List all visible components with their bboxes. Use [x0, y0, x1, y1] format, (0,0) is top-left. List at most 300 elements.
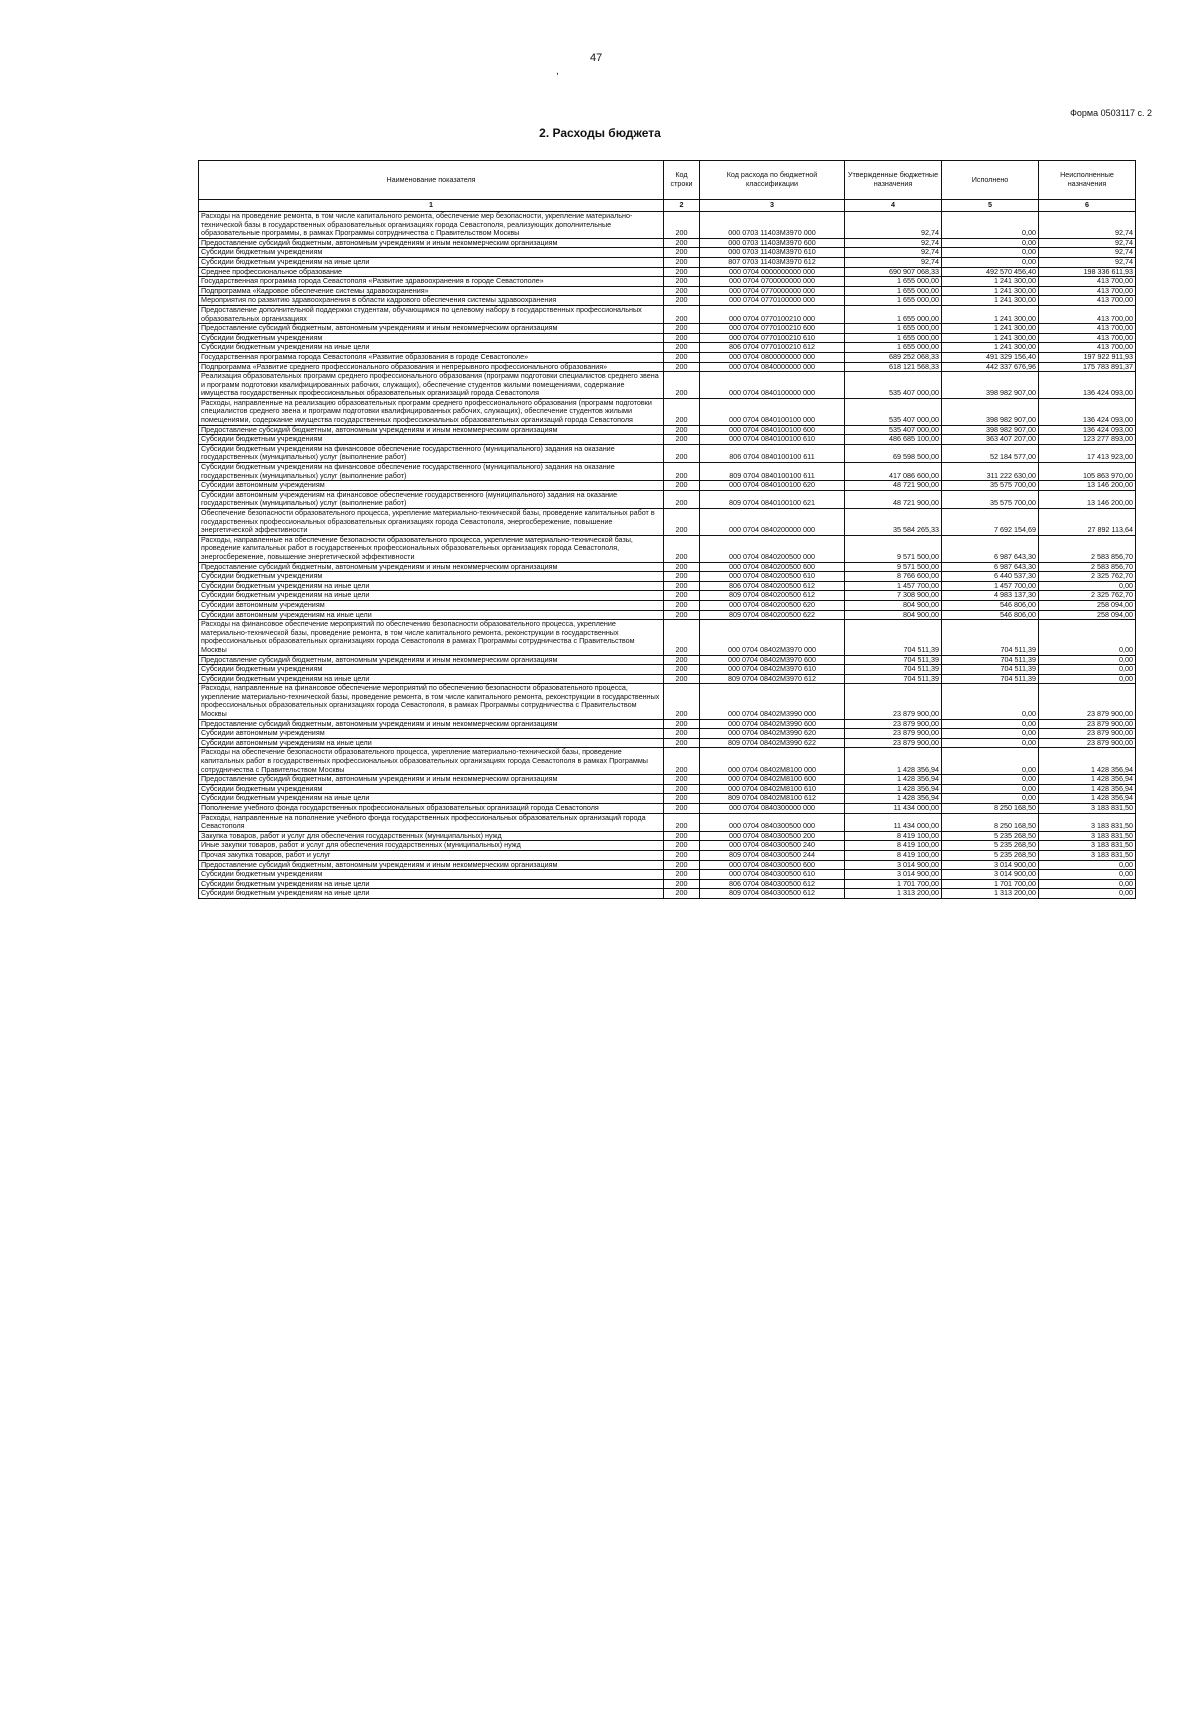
approved-amount-cell: 535 407 000,00 [845, 372, 942, 399]
approved-amount-cell: 804 900,00 [845, 610, 942, 620]
row-name-cell: Субсидии автономным учреждениям [199, 600, 664, 610]
row-code-cell: 200 [664, 572, 700, 582]
approved-amount-cell: 23 879 900,00 [845, 729, 942, 739]
approved-amount-cell: 92,74 [845, 238, 942, 248]
expense-code-cell: 000 0704 0000000000 000 [700, 267, 845, 277]
report-title: 2. Расходы бюджета [539, 126, 661, 140]
row-code-cell: 200 [664, 238, 700, 248]
row-code-cell: 200 [664, 509, 700, 536]
approved-amount-cell: 690 907 068,33 [845, 267, 942, 277]
executed-amount-cell: 3 014 900,00 [942, 860, 1039, 870]
row-name-cell: Подпрограмма «Развитие среднего профессионального образования и непрерывного профессионального образования» [199, 362, 664, 372]
approved-amount-cell: 1 655 000,00 [845, 333, 942, 343]
approved-amount-cell: 704 511,39 [845, 665, 942, 675]
unexecuted-amount-cell: 23 879 900,00 [1039, 719, 1136, 729]
approved-amount-cell: 1 457 700,00 [845, 581, 942, 591]
executed-amount-cell: 0,00 [942, 248, 1039, 258]
executed-amount-cell: 1 241 300,00 [942, 324, 1039, 334]
executed-amount-cell: 704 511,39 [942, 665, 1039, 675]
approved-amount-cell: 9 571 500,00 [845, 535, 942, 562]
table-row [199, 804, 1136, 814]
table-row [199, 277, 1136, 287]
row-name-cell: Реализация образовательных программ среднего профессионального образования (программ подготовки специалистов среднего звена и программ подготовки квалифицированных рабочих, служащих), обеспечение студентов жилыми помещениями, содержание имущества государственных профессиональных образовательных организаций города Севастополя [199, 372, 664, 399]
form-reference: Форма 0503117 с. 2 [1070, 108, 1152, 118]
row-code-cell: 200 [664, 719, 700, 729]
approved-amount-cell: 1 655 000,00 [845, 286, 942, 296]
expense-code-cell: 000 0704 0770100000 000 [700, 296, 845, 306]
row-code-cell: 200 [664, 879, 700, 889]
row-name-cell: Субсидии бюджетным учреждениям на иные цели [199, 581, 664, 591]
executed-amount-cell: 398 982 907,00 [942, 372, 1039, 399]
unexecuted-amount-cell: 0,00 [1039, 581, 1136, 591]
row-code-cell: 200 [664, 481, 700, 491]
table-row [199, 535, 1136, 562]
row-name-cell: Предоставление субсидий бюджетным, автономным учреждениям и иным некоммерческим организациям [199, 324, 664, 334]
table-row [199, 870, 1136, 880]
executed-amount-cell: 5 235 268,50 [942, 831, 1039, 841]
executed-amount-cell: 35 575 700,00 [942, 490, 1039, 508]
table-row [199, 794, 1136, 804]
unexecuted-amount-cell: 413 700,00 [1039, 286, 1136, 296]
approved-amount-cell: 9 571 500,00 [845, 562, 942, 572]
unexecuted-amount-cell: 0,00 [1039, 870, 1136, 880]
executed-amount-cell: 704 511,39 [942, 620, 1039, 655]
table-row [199, 425, 1136, 435]
expense-code-cell: 000 0704 0840200500 610 [700, 572, 845, 582]
unexecuted-amount-cell: 23 879 900,00 [1039, 729, 1136, 739]
row-code-cell: 200 [664, 860, 700, 870]
row-code-cell: 200 [664, 784, 700, 794]
table-row [199, 362, 1136, 372]
approved-amount-cell: 23 879 900,00 [845, 738, 942, 748]
table-row [199, 296, 1136, 306]
expense-code-cell: 000 0704 08402М3990 600 [700, 719, 845, 729]
executed-amount-cell: 0,00 [942, 738, 1039, 748]
unexecuted-amount-cell: 0,00 [1039, 620, 1136, 655]
expense-code-cell: 809 0704 0840200500 622 [700, 610, 845, 620]
executed-amount-cell: 704 511,39 [942, 655, 1039, 665]
table-row [199, 784, 1136, 794]
approved-amount-cell: 1 655 000,00 [845, 305, 942, 323]
expense-code-cell: 000 0704 0770100210 610 [700, 333, 845, 343]
approved-amount-cell: 1 428 356,94 [845, 748, 942, 775]
table-row [199, 813, 1136, 831]
unexecuted-amount-cell: 197 922 911,93 [1039, 352, 1136, 362]
approved-amount-cell: 704 511,39 [845, 655, 942, 665]
row-code-cell: 200 [664, 610, 700, 620]
table-row [199, 324, 1136, 334]
row-name-cell: Государственная программа города Севастополя «Развитие образования в городе Севастополе» [199, 352, 664, 362]
table-row [199, 775, 1136, 785]
row-code-cell: 200 [664, 831, 700, 841]
executed-amount-cell: 1 241 300,00 [942, 305, 1039, 323]
approved-amount-cell: 1 655 000,00 [845, 277, 942, 287]
expense-code-cell: 000 0704 0840200000 000 [700, 509, 845, 536]
table-row [199, 333, 1136, 343]
row-name-cell: Подпрограмма «Кадровое обеспечение системы здравоохранения» [199, 286, 664, 296]
unexecuted-amount-cell: 258 094,00 [1039, 600, 1136, 610]
row-code-cell: 200 [664, 775, 700, 785]
executed-amount-cell: 1 241 300,00 [942, 296, 1039, 306]
executed-amount-cell: 8 250 168,50 [942, 804, 1039, 814]
executed-amount-cell: 0,00 [942, 238, 1039, 248]
header-expense-code: Код расхода по бюджетной классификации [700, 161, 845, 200]
approved-amount-cell: 704 511,39 [845, 620, 942, 655]
table-row [199, 398, 1136, 425]
row-code-cell: 200 [664, 305, 700, 323]
expense-code-cell: 806 0704 0840200500 612 [700, 581, 845, 591]
executed-amount-cell: 6 987 643,30 [942, 535, 1039, 562]
executed-amount-cell: 6 440 537,30 [942, 572, 1039, 582]
row-code-cell: 200 [664, 372, 700, 399]
unexecuted-amount-cell: 3 183 831,50 [1039, 850, 1136, 860]
unexecuted-amount-cell: 23 879 900,00 [1039, 684, 1136, 719]
row-code-cell: 200 [664, 841, 700, 851]
row-name-cell: Субсидии бюджетным учреждениям на иные цели [199, 794, 664, 804]
approved-amount-cell: 1 655 000,00 [845, 324, 942, 334]
row-name-cell: Среднее профессиональное образование [199, 267, 664, 277]
expense-code-cell: 000 0704 08402М8100 600 [700, 775, 845, 785]
column-number: 2 [664, 200, 700, 212]
expense-code-cell: 000 0704 0770000000 000 [700, 286, 845, 296]
expense-code-cell: 000 0704 0840200500 600 [700, 562, 845, 572]
row-name-cell: Государственная программа города Севастополя «Развитие здравоохранения в городе Севастополе» [199, 277, 664, 287]
expense-code-cell: 000 0703 11403М3970 610 [700, 248, 845, 258]
row-code-cell: 200 [664, 398, 700, 425]
row-name-cell: Субсидии бюджетным учреждениям на иные цели [199, 889, 664, 899]
unexecuted-amount-cell: 2 325 762,70 [1039, 591, 1136, 601]
approved-amount-cell: 1 428 356,94 [845, 784, 942, 794]
expense-code-cell: 809 0704 0840100100 611 [700, 463, 845, 481]
expense-code-cell: 000 0704 08402М3970 610 [700, 665, 845, 675]
executed-amount-cell: 0,00 [942, 257, 1039, 267]
page-number: 47 [590, 52, 603, 64]
expense-code-cell: 000 0704 08402М3990 000 [700, 684, 845, 719]
table-row [199, 889, 1136, 899]
column-number: 3 [700, 200, 845, 212]
approved-amount-cell: 48 721 900,00 [845, 481, 942, 491]
unexecuted-amount-cell: 258 094,00 [1039, 610, 1136, 620]
executed-amount-cell: 1 241 300,00 [942, 277, 1039, 287]
table-row [199, 562, 1136, 572]
approved-amount-cell: 69 598 500,00 [845, 444, 942, 462]
row-name-cell: Субсидии бюджетным учреждениям на финансовое обеспечение государственного (муниципального) задания на оказание государственных (муниципальных) услуг (выполнение работ) [199, 463, 664, 481]
row-code-cell: 200 [664, 296, 700, 306]
approved-amount-cell: 535 407 000,00 [845, 398, 942, 425]
approved-amount-cell: 535 407 000,00 [845, 425, 942, 435]
executed-amount-cell: 442 337 676,96 [942, 362, 1039, 372]
executed-amount-cell: 492 570 456,40 [942, 267, 1039, 277]
table-row [199, 286, 1136, 296]
expense-code-cell: 000 0704 0840100000 000 [700, 372, 845, 399]
row-code-cell: 200 [664, 665, 700, 675]
table-row [199, 831, 1136, 841]
row-code-cell: 200 [664, 738, 700, 748]
expense-code-cell: 000 0704 0770100210 600 [700, 324, 845, 334]
row-name-cell: Субсидии бюджетным учреждениям на иные цели [199, 591, 664, 601]
approved-amount-cell: 92,74 [845, 212, 942, 239]
unexecuted-amount-cell: 3 183 831,50 [1039, 813, 1136, 831]
approved-amount-cell: 1 428 356,94 [845, 794, 942, 804]
row-name-cell: Предоставление субсидий бюджетным, автономным учреждениям и иным некоммерческим организациям [199, 775, 664, 785]
table-header-row [199, 161, 1136, 200]
approved-amount-cell: 804 900,00 [845, 600, 942, 610]
approved-amount-cell: 92,74 [845, 248, 942, 258]
executed-amount-cell: 1 701 700,00 [942, 879, 1039, 889]
table-row [199, 257, 1136, 267]
table-body [199, 212, 1136, 899]
expense-code-cell: 000 0704 0770100210 000 [700, 305, 845, 323]
expense-code-cell: 000 0704 0840200500 620 [700, 600, 845, 610]
row-code-cell: 200 [664, 248, 700, 258]
executed-amount-cell: 1 313 200,00 [942, 889, 1039, 899]
expense-code-cell: 000 0704 0840300500 240 [700, 841, 845, 851]
table-row [199, 305, 1136, 323]
row-code-cell: 200 [664, 267, 700, 277]
expense-code-cell: 000 0704 0840300500 600 [700, 860, 845, 870]
unexecuted-amount-cell: 27 892 113,64 [1039, 509, 1136, 536]
unexecuted-amount-cell: 0,00 [1039, 655, 1136, 665]
header-executed: Исполнено [942, 161, 1039, 200]
row-name-cell: Субсидии бюджетным учреждениям [199, 784, 664, 794]
row-code-cell: 200 [664, 212, 700, 239]
table-row [199, 509, 1136, 536]
executed-amount-cell: 35 575 700,00 [942, 481, 1039, 491]
table-row [199, 729, 1136, 739]
approved-amount-cell: 1 655 000,00 [845, 296, 942, 306]
executed-amount-cell: 363 407 207,00 [942, 435, 1039, 445]
row-code-cell: 200 [664, 684, 700, 719]
approved-amount-cell: 1 428 356,94 [845, 775, 942, 785]
row-code-cell: 200 [664, 425, 700, 435]
unexecuted-amount-cell: 92,74 [1039, 212, 1136, 239]
executed-amount-cell: 6 987 643,30 [942, 562, 1039, 572]
table-row [199, 352, 1136, 362]
expense-code-cell: 809 0704 08402М3970 612 [700, 674, 845, 684]
unexecuted-amount-cell: 136 424 093,00 [1039, 425, 1136, 435]
row-code-cell: 200 [664, 362, 700, 372]
approved-amount-cell: 3 014 900,00 [845, 870, 942, 880]
row-code-cell: 200 [664, 343, 700, 353]
executed-amount-cell: 7 692 154,69 [942, 509, 1039, 536]
unexecuted-amount-cell: 3 183 831,50 [1039, 804, 1136, 814]
executed-amount-cell: 546 806,00 [942, 600, 1039, 610]
row-name-cell: Субсидии бюджетным учреждениям [199, 248, 664, 258]
row-code-cell: 200 [664, 794, 700, 804]
row-name-cell: Субсидии бюджетным учреждениям [199, 333, 664, 343]
column-number: 4 [845, 200, 942, 212]
approved-amount-cell: 8 419 100,00 [845, 850, 942, 860]
row-code-cell: 200 [664, 535, 700, 562]
approved-amount-cell: 8 419 100,00 [845, 831, 942, 841]
row-code-cell: 200 [664, 591, 700, 601]
executed-amount-cell: 0,00 [942, 684, 1039, 719]
unexecuted-amount-cell: 17 413 923,00 [1039, 444, 1136, 462]
row-name-cell: Предоставление субсидий бюджетным, автономным учреждениям и иным некоммерческим организациям [199, 655, 664, 665]
unexecuted-amount-cell: 413 700,00 [1039, 277, 1136, 287]
row-code-cell: 200 [664, 490, 700, 508]
expense-code-cell: 000 0704 08402М8100 610 [700, 784, 845, 794]
unexecuted-amount-cell: 0,00 [1039, 879, 1136, 889]
table-row [199, 490, 1136, 508]
unexecuted-amount-cell: 92,74 [1039, 248, 1136, 258]
row-code-cell: 200 [664, 333, 700, 343]
executed-amount-cell: 704 511,39 [942, 674, 1039, 684]
column-number: 1 [199, 200, 664, 212]
expenses-table-container [198, 160, 1136, 899]
table-row [199, 850, 1136, 860]
expense-code-cell: 809 0704 08402М3990 622 [700, 738, 845, 748]
unexecuted-amount-cell: 92,74 [1039, 257, 1136, 267]
executed-amount-cell: 4 983 137,30 [942, 591, 1039, 601]
row-code-cell: 200 [664, 581, 700, 591]
table-row [199, 665, 1136, 675]
header-name: Наименование показателя [199, 161, 664, 200]
row-name-cell: Субсидии бюджетным учреждениям на иные цели [199, 674, 664, 684]
table-row [199, 655, 1136, 665]
approved-amount-cell: 23 879 900,00 [845, 684, 942, 719]
row-code-cell: 200 [664, 562, 700, 572]
expense-code-cell: 809 0704 08402М8100 612 [700, 794, 845, 804]
unexecuted-amount-cell: 1 428 356,94 [1039, 784, 1136, 794]
expenses-table [198, 160, 1136, 899]
header-approved: Утвержденные бюджетные назначения [845, 161, 942, 200]
table-row [199, 600, 1136, 610]
row-name-cell: Расходы, направленные на обеспечение безопасности образовательного процесса, укрепление материально-технической базы, проведение капитальных работ в государственных профессиональных образовательных организациях города Севастополя, энергосбережение, повышение энергетической эффективности [199, 535, 664, 562]
approved-amount-cell: 35 584 265,33 [845, 509, 942, 536]
row-code-cell: 200 [664, 277, 700, 287]
table-row [199, 435, 1136, 445]
executed-amount-cell: 1 241 300,00 [942, 343, 1039, 353]
executed-amount-cell: 1 457 700,00 [942, 581, 1039, 591]
unexecuted-amount-cell: 13 146 200,00 [1039, 490, 1136, 508]
table-row [199, 591, 1136, 601]
row-name-cell: Расходы, направленные на реализацию образовательных программ среднего профессионального образования (программ подготовки специалистов среднего звена и программ подготовки квалифицированных рабочих, служащих), обеспечение студентов жилыми помещениями, содержание имущества государственных профессиональных образовательных организаций города Севастополя [199, 398, 664, 425]
column-number: 6 [1039, 200, 1136, 212]
approved-amount-cell: 48 721 900,00 [845, 490, 942, 508]
table-row [199, 738, 1136, 748]
row-name-cell: Расходы на финансовое обеспечение мероприятий по обеспечению безопасности образовательного процесса, укрепление материально-технической базы, проведение ремонта, в том числе капитального ремонта, реконструкции в государственных профессиональных образовательных организациях города Севастополя в рамках Программы сотрудничества с Правительством Москвы [199, 620, 664, 655]
expense-code-cell: 000 0704 0840100100 620 [700, 481, 845, 491]
executed-amount-cell: 491 329 156,40 [942, 352, 1039, 362]
expense-code-cell: 000 0704 08402М8100 000 [700, 748, 845, 775]
row-code-cell: 200 [664, 870, 700, 880]
row-code-cell: 200 [664, 813, 700, 831]
row-name-cell: Субсидии бюджетным учреждениям [199, 665, 664, 675]
approved-amount-cell: 1 701 700,00 [845, 879, 942, 889]
row-code-cell: 200 [664, 620, 700, 655]
row-code-cell: 200 [664, 674, 700, 684]
executed-amount-cell: 1 241 300,00 [942, 333, 1039, 343]
expense-code-cell: 000 0704 08402М3990 620 [700, 729, 845, 739]
table-row [199, 674, 1136, 684]
row-name-cell: Предоставление субсидий бюджетным, автономным учреждениям и иным некоммерческим организациям [199, 238, 664, 248]
approved-amount-cell: 92,74 [845, 257, 942, 267]
executed-amount-cell: 5 235 268,50 [942, 850, 1039, 860]
unexecuted-amount-cell: 105 863 970,00 [1039, 463, 1136, 481]
unexecuted-amount-cell: 136 424 093,00 [1039, 398, 1136, 425]
row-name-cell: Субсидии автономным учреждениям [199, 481, 664, 491]
table-row [199, 841, 1136, 851]
row-name-cell: Иные закупки товаров, работ и услуг для обеспечения государственных (муниципальных) нужд [199, 841, 664, 851]
expense-code-cell: 000 0704 0840300500 610 [700, 870, 845, 880]
expense-code-cell: 000 0704 0840100100 600 [700, 425, 845, 435]
row-name-cell: Субсидии автономным учреждениям [199, 729, 664, 739]
table-row [199, 748, 1136, 775]
unexecuted-amount-cell: 3 183 831,50 [1039, 831, 1136, 841]
unexecuted-amount-cell: 0,00 [1039, 860, 1136, 870]
approved-amount-cell: 8 766 600,00 [845, 572, 942, 582]
executed-amount-cell: 0,00 [942, 794, 1039, 804]
table-row [199, 620, 1136, 655]
row-name-cell: Расходы, направленные на пополнение учебного фонда государственных профессиональных образовательных организаций города Севастополя [199, 813, 664, 831]
header-row-code: Код строки [664, 161, 700, 200]
unexecuted-amount-cell: 2 583 856,70 [1039, 562, 1136, 572]
approved-amount-cell: 1 655 000,00 [845, 343, 942, 353]
row-code-cell: 200 [664, 600, 700, 610]
row-code-cell: 200 [664, 655, 700, 665]
executed-amount-cell: 0,00 [942, 748, 1039, 775]
unexecuted-amount-cell: 23 879 900,00 [1039, 738, 1136, 748]
approved-amount-cell: 8 419 100,00 [845, 841, 942, 851]
row-name-cell: Субсидии автономным учреждениям на иные цели [199, 738, 664, 748]
row-name-cell: Субсидии автономным учреждениям на иные цели [199, 610, 664, 620]
unexecuted-amount-cell: 123 277 893,00 [1039, 435, 1136, 445]
table-row [199, 212, 1136, 239]
expense-code-cell: 806 0704 0840300500 612 [700, 879, 845, 889]
approved-amount-cell: 486 685 100,00 [845, 435, 942, 445]
table-row [199, 572, 1136, 582]
expense-code-cell: 000 0704 08402М3970 000 [700, 620, 845, 655]
expense-code-cell: 809 0704 0840200500 612 [700, 591, 845, 601]
executed-amount-cell: 311 222 630,00 [942, 463, 1039, 481]
expense-code-cell: 809 0704 0840300500 244 [700, 850, 845, 860]
row-code-cell: 200 [664, 352, 700, 362]
row-name-cell: Закупка товаров, работ и услуг для обеспечения государственных (муниципальных) нужд [199, 831, 664, 841]
executed-amount-cell: 1 241 300,00 [942, 286, 1039, 296]
approved-amount-cell: 11 434 000,00 [845, 813, 942, 831]
row-name-cell: Субсидии бюджетным учреждениям на иные цели [199, 879, 664, 889]
row-name-cell: Пополнение учебного фонда государственных профессиональных образовательных организаций города Севастополя [199, 804, 664, 814]
row-name-cell: Субсидии бюджетным учреждениям на иные цели [199, 343, 664, 353]
row-name-cell: Предоставление субсидий бюджетным, автономным учреждениям и иным некоммерческим организациям [199, 719, 664, 729]
row-name-cell: Расходы, направленные на финансовое обеспечение мероприятий по обеспечению безопасности образовательного процесса, укрепление материально-технической базы, проведение ремонта, в том числе капитального ремонта, реконструкции в государственных профессиональных образовательных организациях города Севастополя, в рамках Программы сотрудничества с Правительством Москвы [199, 684, 664, 719]
row-name-cell: Субсидии бюджетным учреждениям [199, 435, 664, 445]
expense-code-cell: 806 0704 0840100100 611 [700, 444, 845, 462]
expense-code-cell: 000 0704 0840100100 000 [700, 398, 845, 425]
executed-amount-cell: 398 982 907,00 [942, 425, 1039, 435]
executed-amount-cell: 546 806,00 [942, 610, 1039, 620]
executed-amount-cell: 52 184 577,00 [942, 444, 1039, 462]
table-row [199, 463, 1136, 481]
expense-code-cell: 000 0704 0840000000 000 [700, 362, 845, 372]
approved-amount-cell: 7 308 900,00 [845, 591, 942, 601]
row-name-cell: Предоставление субсидий бюджетным, автономным учреждениям и иным некоммерческим организациям [199, 860, 664, 870]
unexecuted-amount-cell: 13 146 200,00 [1039, 481, 1136, 491]
row-code-cell: 200 [664, 748, 700, 775]
row-name-cell: Субсидии автономным учреждениям на финансовое обеспечение государственного (муниципального) задания на оказание государственных (муниципальных) услуг (выполнение работ) [199, 490, 664, 508]
unexecuted-amount-cell: 413 700,00 [1039, 333, 1136, 343]
unexecuted-amount-cell: 0,00 [1039, 665, 1136, 675]
table-row [199, 581, 1136, 591]
row-code-cell: 200 [664, 444, 700, 462]
expense-code-cell: 000 0704 0800000000 000 [700, 352, 845, 362]
unexecuted-amount-cell: 1 428 356,94 [1039, 775, 1136, 785]
row-name-cell: Мероприятия по развитию здравоохранения в области кадрового обеспечения системы здравоохранения [199, 296, 664, 306]
unexecuted-amount-cell: 92,74 [1039, 238, 1136, 248]
row-name-cell: Субсидии бюджетным учреждениям [199, 572, 664, 582]
page-mark: , [556, 66, 559, 77]
